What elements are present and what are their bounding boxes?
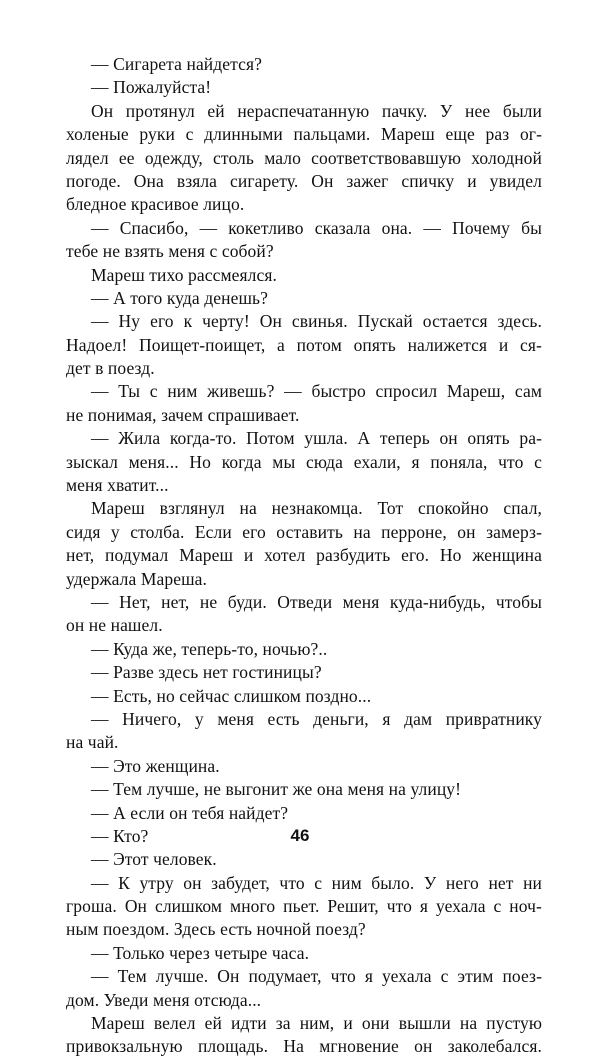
text-line: Он протянул ей нераспечатанную пачку. У нее были — [91, 100, 542, 121]
text-line: Мареш велел ей идти за ним, и они вышли на пустую — [91, 1013, 542, 1034]
text-line: он не нашел. — [66, 615, 163, 636]
text-line: — Тем лучше. Он подумает, что я уехала с этим поез- — [91, 966, 542, 987]
text-line: — Тем лучше, не выгонит же она меня на улицу! — [91, 779, 462, 800]
text-line: — Ты с ним живешь? — быстро спросил Мареш, сам — [91, 381, 542, 402]
text-line: — К утру он забудет, что с ним было. У него нет ни — [91, 872, 542, 893]
text-line: дом. Уведи меня отсюда... — [66, 989, 262, 1010]
text-line: холеные руки с длинными пальцами. Мареш еще раз ог- — [66, 124, 542, 145]
text-line: погоде. Она взяла сигарету. Он зажег спичку и увидел — [66, 170, 542, 191]
text-line: бледное красивое лицо. — [66, 194, 245, 215]
text-line: — А того куда денешь? — [91, 287, 268, 308]
text-line: сидя у столба. Если его оставить на перроне, он замерз- — [66, 521, 542, 542]
text-line: Мареш тихо рассмеялся. — [91, 264, 277, 285]
text-line: не понимая, зачем спрашивает. — [66, 404, 300, 425]
text-line: — Это женщина. — [91, 755, 220, 776]
text-line: — Жила когда-то. Потом ушла. А теперь он опять ра- — [91, 428, 542, 449]
text-line: тебе не взять меня с собой? — [66, 241, 274, 262]
text-line: дет в поезд. — [66, 358, 155, 379]
text-line: лядел ее одежду, столь мало соответствовавшую холодной — [66, 147, 542, 168]
text-line: удержала Мареша. — [66, 568, 208, 589]
text-line: — Только через четыре часа. — [91, 942, 310, 963]
text-line: — А если он тебя найдет? — [91, 802, 289, 823]
text-line: меня хватит... — [66, 475, 169, 496]
page-number: 46 — [290, 826, 310, 845]
text-line: — Пожалуйста! — [91, 77, 212, 98]
text-line: Мареш взглянул на незнакомца. Тот спокойно спал, — [91, 498, 542, 519]
text-line: привокзальную площадь. На мгновение он заколебался. — [66, 1036, 542, 1057]
text-line: ным поездом. Здесь есть ночной поезд? — [66, 919, 366, 940]
text-line: нет, подумал Мареш и хотел разбудить его. Но женщина — [66, 545, 542, 566]
text-line: — Ну его к черту! Он свинья. Пускай остается здесь. — [91, 311, 542, 332]
text-line: зыскал меня... Но когда мы сюда ехали, я поняла, что с — [66, 451, 542, 472]
text-line: — Куда же, теперь-то, ночью?.. — [91, 638, 328, 659]
text-line: — Нет, нет, не буди. Отведи меня куда-нибудь, чтобы — [91, 591, 542, 612]
text-line: — Этот человек. — [91, 849, 217, 870]
page-body-text — [66, 53, 542, 1059]
text-line: — Разве здесь нет гостиницы? — [91, 662, 322, 683]
text-line: — Спасибо, — кокетливо сказала она. — Почему бы — [91, 217, 542, 238]
text-line: — Есть, но сейчас слишком поздно... — [91, 685, 372, 706]
text-line: — Ничего, у меня есть деньги, я дам привратнику — [91, 708, 542, 729]
text-line: — Сигарета найдется? — [91, 54, 262, 74]
text-line: — Кто? — [91, 825, 149, 846]
text-line: Надоел! Поищет-поищет, а потом опять налижется и ся- — [66, 334, 542, 355]
text-line: гроша. Он слишком много пьет. Решит, что я уехала с ноч- — [66, 896, 542, 917]
text-line: на чай. — [66, 732, 119, 753]
